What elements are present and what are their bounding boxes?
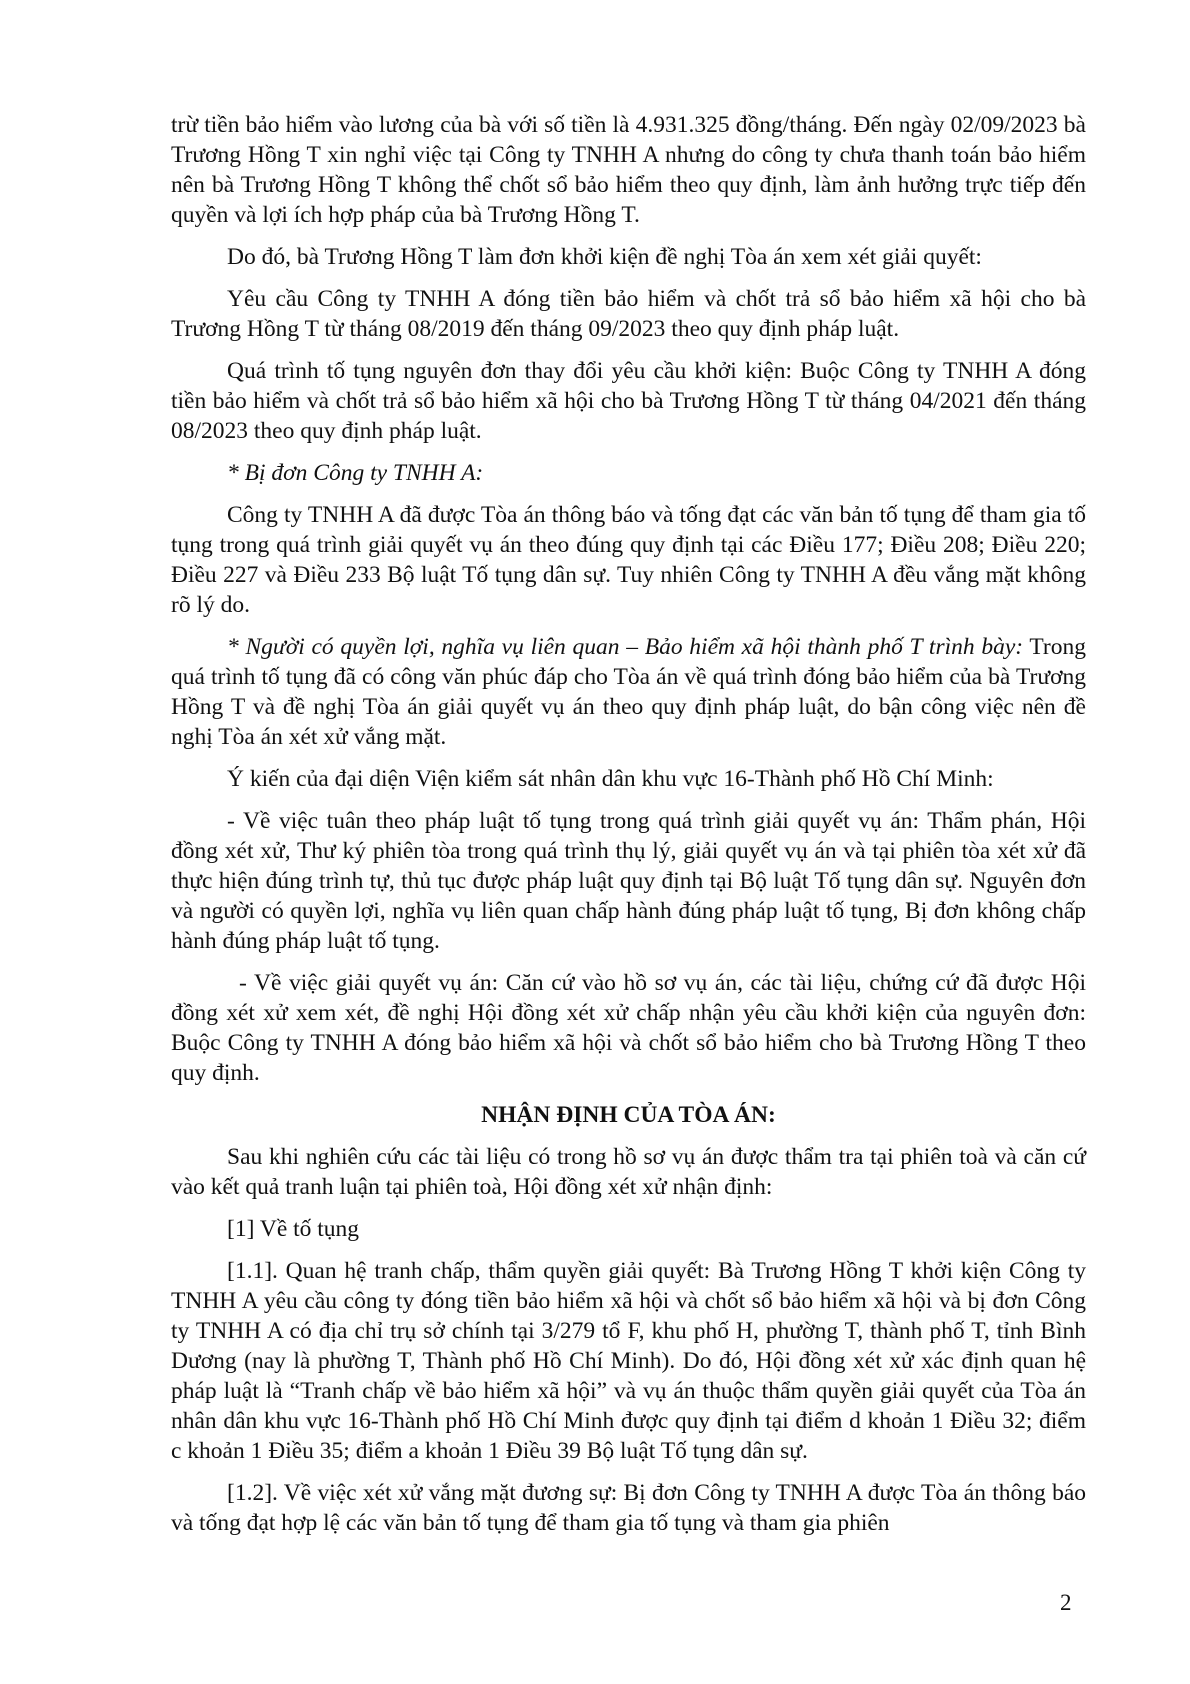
subheading-procedure: [1] Về tố tụng (227, 1216, 360, 1242)
document-body (171, 110, 1086, 1550)
paragraph-defendant-absence: Công ty TNHH A đã được Tòa án thông báo và tống đạt các văn bản tố tụng để tham gia tố tụng trong quá trình giải quyết vụ án theo đúng quy định tại các Điều 177; Điều 208; Điều 220; Điều 227 và Điều 233 Bộ luật Tố tụng dân sự. Tuy nhiên Công ty TNHH A đều vắng mặt không rõ lý do. (171, 502, 1086, 618)
paragraph-initial-claim: Yêu cầu Công ty TNHH A đóng tiền bảo hiểm và chốt trả sổ bảo hiểm xã hội cho bà Trương Hồng T từ tháng 08/2019 đến tháng 09/2023 theo quy định pháp luật. (171, 286, 1086, 342)
paragraph-lawsuit-request: Do đó, bà Trương Hồng T làm đơn khởi kiện đề nghị Tòa án xem xét giải quyết: (227, 244, 982, 270)
section-heading-court-findings: NHẬN ĐỊNH CỦA TÒA ÁN: (481, 1102, 776, 1128)
page-number: 2 (1060, 1590, 1072, 1615)
paragraph-related-party (171, 632, 1086, 752)
related-party-label: * Người có quyền lợi, nghĩa vụ liên quan – Bảo hiểm xã hội thành phố T trình bày: (227, 634, 1024, 660)
paragraph-procedure-compliance: - Về việc tuân theo pháp luật tố tụng trong quá trình giải quyết vụ án: Thẩm phán, Hội đồng xét xử, Thư ký phiên tòa trong quá trình thụ lý, giải quyết vụ án và tại phiên tòa xét xử đã thực hiện đúng trình tự, thủ tục được pháp luật quy định tại Bộ luật Tố tụng dân sự. Nguyên đơn và người có quyền lợi, nghĩa vụ liên quan chấp hành đúng pháp luật tố tụng, Bị đơn không chấp hành đúng pháp luật tố tụng. (171, 808, 1086, 954)
paragraph-case-resolution: - Về việc giải quyết vụ án: Căn cứ vào hồ sơ vụ án, các tài liệu, chứng cứ đã được Hội đồng xét xử xem xét, đề nghị Hội đồng xét xử chấp nhận yêu cầu khởi kiện của nguyên đơn: Buộc Công ty TNHH A đóng bảo hiểm xã hội và chốt sổ bảo hiểm cho bà Trương Hồng T theo quy định. (171, 970, 1086, 1086)
paragraph-absent-trial: [1.2]. Về việc xét xử vắng mặt đương sự: Bị đơn Công ty TNHH A được Tòa án thông báo và tống đạt hợp lệ các văn bản tố tụng để tham gia tố tụng và tham gia phiên (171, 1480, 1086, 1536)
paragraph-amended-claim: Quá trình tố tụng nguyên đơn thay đổi yêu cầu khởi kiện: Buộc Công ty TNHH A đóng tiền bảo hiểm và chốt trả sổ bảo hiểm xã hội cho bà Trương Hồng T từ tháng 04/2021 đến tháng 08/2023 theo quy định pháp luật. (171, 358, 1086, 444)
paragraph-jurisdiction: [1.1]. Quan hệ tranh chấp, thẩm quyền giải quyết: Bà Trương Hồng T khởi kiện Công ty TNHH A yêu cầu công ty đóng tiền bảo hiểm xã hội và chốt sổ bảo hiểm xã hội và bị đơn Công ty TNHH A có địa chỉ trụ sở chính tại 3/279 tổ F, khu phố H, phường T, thành phố T, tỉnh Bình Dương (nay là phường T, Thành phố Hồ Chí Minh). Do đó, Hội đồng xét xử xác định quan hệ pháp luật là “Tranh chấp về bảo hiểm xã hội” và vụ án thuộc thẩm quyền giải quyết của Tòa án nhân dân khu vực 16-Thành phố Hồ Chí Minh được quy định tại điểm d khoản 1 Điều 32; điểm c khoản 1 Điều 35; điểm a khoản 1 Điều 39 Bộ luật Tố tụng dân sự. (171, 1258, 1086, 1464)
section-defendant-label: * Bị đơn Công ty TNHH A: (227, 460, 484, 486)
paragraph-continuation: trừ tiền bảo hiểm vào lương của bà với số tiền là 4.931.325 đồng/tháng. Đến ngày 02/09/2023 bà Trương Hồng T xin nghỉ việc tại Công ty TNHH A nhưng do công ty chưa thanh toán bảo hiểm nên bà Trương Hồng T không thể chốt sổ bảo hiểm theo quy định, làm ảnh hưởng trực tiếp đến quyền và lợi ích hợp pháp của bà Trương Hồng T. (171, 112, 1086, 228)
paragraph-court-review: Sau khi nghiên cứu các tài liệu có trong hồ sơ vụ án được thẩm tra tại phiên toà và căn cứ vào kết quả tranh luận tại phiên toà, Hội đồng xét xử nhận định: (171, 1144, 1086, 1200)
paragraph-procuracy-opinion: Ý kiến của đại diện Viện kiểm sát nhân dân khu vực 16-Thành phố Hồ Chí Minh: (227, 766, 994, 792)
related-party-statement: Trong quá trình tố tụng đã có công văn phúc đáp cho Tòa án về quá trình đóng bảo hiểm của bà Trương Hồng T và đề nghị Tòa án giải quyết vụ án theo quy định pháp luật, do bận công việc nên đề nghị Tòa án xét xử vắng mặt. (171, 634, 1086, 750)
